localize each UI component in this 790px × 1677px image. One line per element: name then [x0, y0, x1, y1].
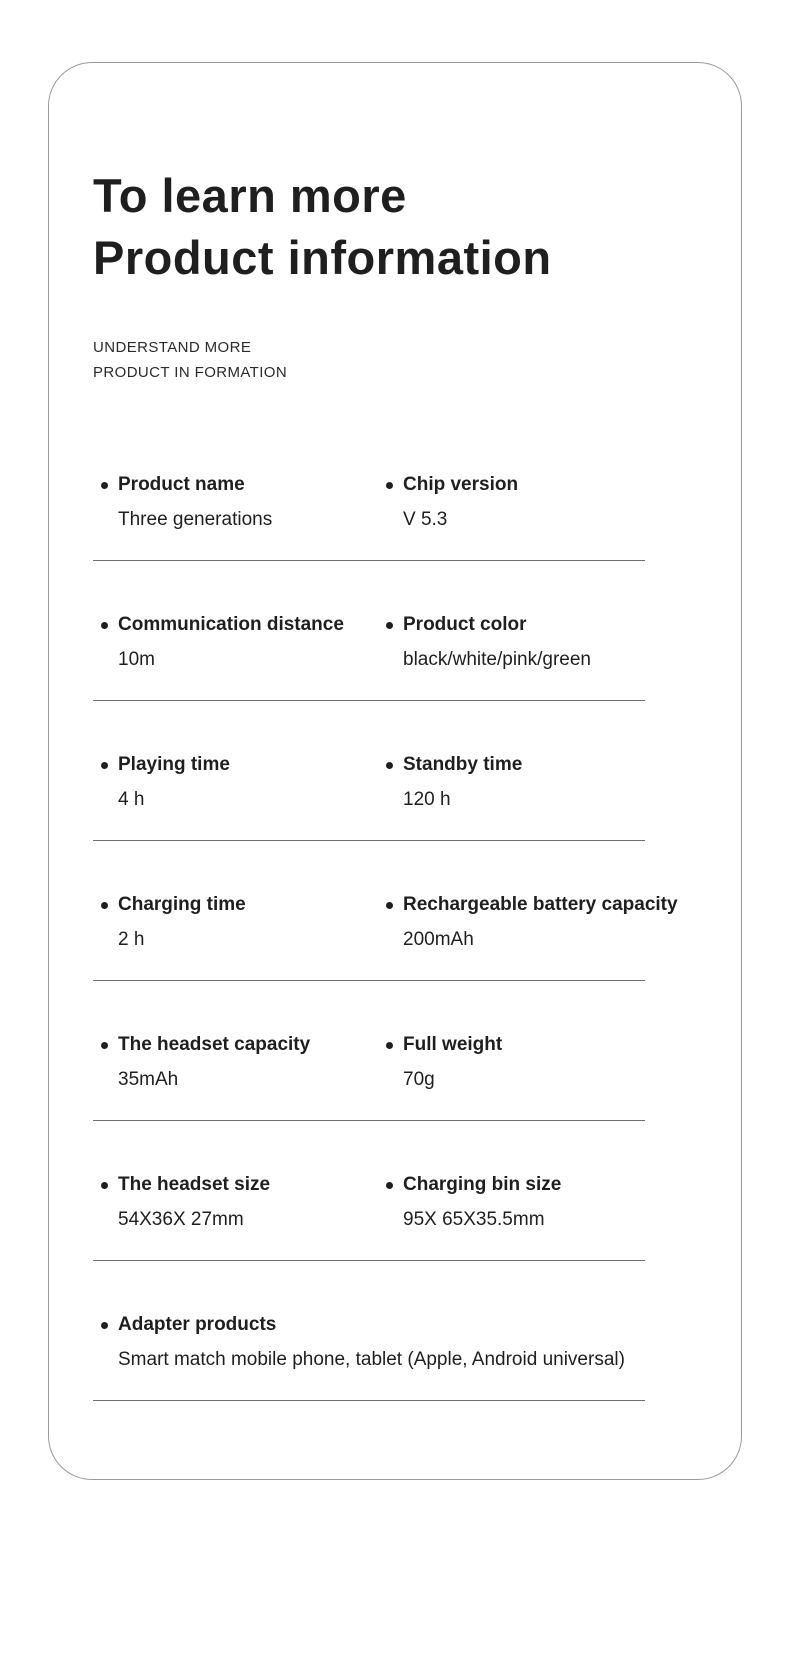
spec-value: 10m: [118, 649, 155, 670]
spec-label: [386, 613, 645, 637]
spec-col-headset-size: [101, 1173, 386, 1232]
spec-col-full-weight: [386, 1033, 645, 1092]
page-subtitle: [93, 335, 687, 385]
spec-label-text: Communication distance: [118, 614, 344, 635]
spec-label-text: The headset capacity: [118, 1034, 311, 1055]
spec-label: [101, 1033, 386, 1057]
spec-label-text: Chip version: [403, 474, 519, 495]
spec-label-text: Charging bin size: [403, 1174, 562, 1195]
spec-label: [386, 473, 645, 497]
spec-label-text: Rechargeable battery capacity: [403, 894, 678, 915]
spec-value: V 5.3: [403, 509, 448, 530]
spec-label: [101, 753, 386, 777]
bullet-icon: [101, 482, 108, 489]
spec-label: [386, 753, 645, 777]
bullet-icon: [386, 622, 393, 629]
spec-col-playing-time: [101, 753, 386, 812]
spec-row-communication-distance-product-color: [93, 561, 645, 701]
spec-value: 54X36X 27mm: [118, 1209, 244, 1230]
spec-value: Smart match mobile phone, tablet (Apple, Android universal): [118, 1349, 625, 1370]
bullet-icon: [386, 482, 393, 489]
spec-label: [101, 613, 386, 637]
spec-row-product-name-chip-version: [93, 421, 645, 561]
spec-col-communication-distance: [101, 613, 386, 672]
bullet-icon: [101, 1042, 108, 1049]
spec-col-product-name: [101, 473, 386, 532]
spec-col-headset-capacity: [101, 1033, 386, 1092]
spec-label: [386, 893, 678, 917]
spec-label-text: Playing time: [118, 754, 230, 775]
spec-list: [93, 421, 678, 1401]
bullet-icon: [101, 1322, 108, 1329]
spec-value: 95X 65X35.5mm: [403, 1209, 545, 1230]
spec-value: 2 h: [118, 929, 145, 950]
bullet-icon: [386, 1042, 393, 1049]
spec-label: [101, 473, 386, 497]
page-title: [93, 165, 687, 289]
spec-col-product-color: [386, 613, 645, 672]
spec-label: [101, 893, 386, 917]
spec-label-text: The headset size: [118, 1174, 271, 1195]
spec-col-charging-bin-size: [386, 1173, 645, 1232]
spec-col-chip-version: [386, 473, 645, 532]
bullet-icon: [101, 622, 108, 629]
bullet-icon: [386, 762, 393, 769]
spec-label-text: Product name: [118, 474, 245, 495]
product-info-card: [48, 62, 742, 1480]
spec-label-text: Full weight: [403, 1034, 503, 1055]
spec-label-text: Standby time: [403, 754, 523, 775]
bullet-icon: [101, 1182, 108, 1189]
spec-row-headset-capacity-full-weight: [93, 981, 645, 1121]
page-subtitle-line-1: UNDERSTAND MORE: [93, 339, 252, 356]
spec-label: [101, 1313, 645, 1337]
spec-value: 4 h: [118, 789, 145, 810]
spec-row-playing-time-standby-time: [93, 701, 645, 841]
spec-label: [386, 1173, 645, 1197]
spec-row-adapter-products: [93, 1261, 645, 1401]
spec-label: [386, 1033, 645, 1057]
spec-label-text: Charging time: [118, 894, 246, 915]
page-subtitle-line-2: PRODUCT IN FORMATION: [93, 364, 288, 381]
page-title-line-1: To learn more: [93, 169, 407, 222]
spec-col-rechargeable-battery-capacity: [386, 893, 678, 952]
spec-row-headset-size-charging-bin-size: [93, 1121, 645, 1261]
spec-label-text: Adapter products: [118, 1314, 277, 1335]
spec-value: 70g: [403, 1069, 435, 1090]
spec-label-text: Product color: [403, 614, 527, 635]
bullet-icon: [101, 762, 108, 769]
spec-value: 35mAh: [118, 1069, 179, 1090]
spec-row-charging-time-battery-capacity: [93, 841, 678, 981]
spec-col-standby-time: [386, 753, 645, 812]
spec-col-charging-time: [101, 893, 386, 952]
spec-value: 200mAh: [403, 929, 474, 950]
bullet-icon: [386, 902, 393, 909]
spec-label: [101, 1173, 386, 1197]
spec-value: 120 h: [403, 789, 451, 810]
bullet-icon: [101, 902, 108, 909]
bullet-icon: [386, 1182, 393, 1189]
page-title-line-2: Product information: [93, 231, 552, 284]
spec-value: black/white/pink/green: [403, 649, 591, 670]
spec-col-adapter-products: [101, 1313, 645, 1372]
spec-value: Three generations: [118, 509, 273, 530]
